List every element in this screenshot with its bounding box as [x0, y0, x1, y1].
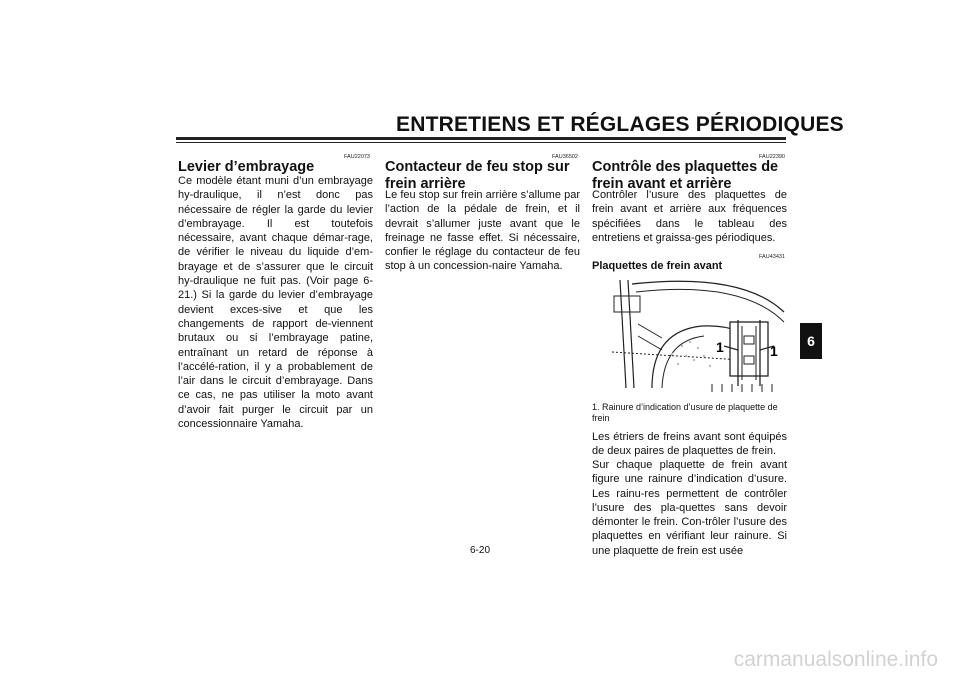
page-header-title: ENTRETIENS ET RÉGLAGES PÉRIODIQUES: [396, 113, 844, 136]
section-body: Sur chaque plaquette de frein avant figure une rainure d’indication d’usure. Les rainu-res permettent de contrôler l’usure des pla-quettes sans devoir démonter le frein. Con-trôler l’usure des plaquettes en vérifiant leur rainure. Si une plaquette de frein est usée: [592, 459, 787, 557]
section-body: Contrôler l’usure des plaquettes de frein avant et arrière aux fréquences spécifiées dans le tableau des entretiens et graissa-ges périodiques.: [592, 189, 787, 244]
section-title: Levier d’embrayage: [178, 159, 315, 175]
chapter-tab: 6: [800, 323, 822, 359]
section-code: FAU36502: [552, 154, 578, 160]
watermark: carmanualsonline.info: [733, 648, 938, 671]
subsection-code: FAU43431: [759, 254, 785, 260]
section-code: FAU22390: [759, 154, 785, 160]
figure-caption: 1. Rainure d’indication d’usure de plaquette de frein: [592, 402, 778, 423]
header-rule-thin: [176, 142, 786, 143]
header-rule-thick: [176, 137, 786, 140]
section-body: Le feu stop sur frein arrière s’allume par l’action de la pédale de frein, et il devrait s’allumer juste avant que le freinage ne fasse effet. Si nécessaire, confier le réglage du contacteur de feu stop à un concession-naire Yamaha.: [385, 189, 580, 273]
section-title: Contrôle des plaquettes de frein avant et arrière: [592, 159, 779, 192]
subsection-title: Plaquettes de frein avant: [592, 260, 723, 272]
section-title: Contacteur de feu stop sur frein arrière: [385, 159, 570, 192]
page-number: 6-20: [469, 545, 490, 556]
section-code: FAU22073: [344, 154, 370, 160]
callout-1: 1: [770, 343, 778, 359]
section-body: Les étriers de freins avant sont équipés de deux paires de plaquettes de frein.: [592, 431, 787, 458]
section-body: Ce modèle étant muni d’un embrayage hy-draulique, il n’est donc pas nécessaire de régler la garde du levier d’embrayage. Il est toutefois nécessaire, avant chaque démar-rage, de vérifier le niveau du liquide d’em-brayage et de s’assurer que le circuit hy-draulique ne fuit pas. (Voir page 6-21.) Si la garde du levier d’embrayage devient exces-sive et que les changements de rapport de-viennent brutaux ou si l’embrayage patine, entraînant un retard de réponse à l’accélé-ration, il y a probablement de l’air dans le circuit d’embrayage. Dans ce cas, ne pas utiliser la moto avant d’avoir fait purger le circuit par un concessionnaire Yamaha.: [178, 175, 373, 431]
callout-1: 1: [716, 339, 724, 355]
brake-pad-illustration: [592, 276, 787, 392]
